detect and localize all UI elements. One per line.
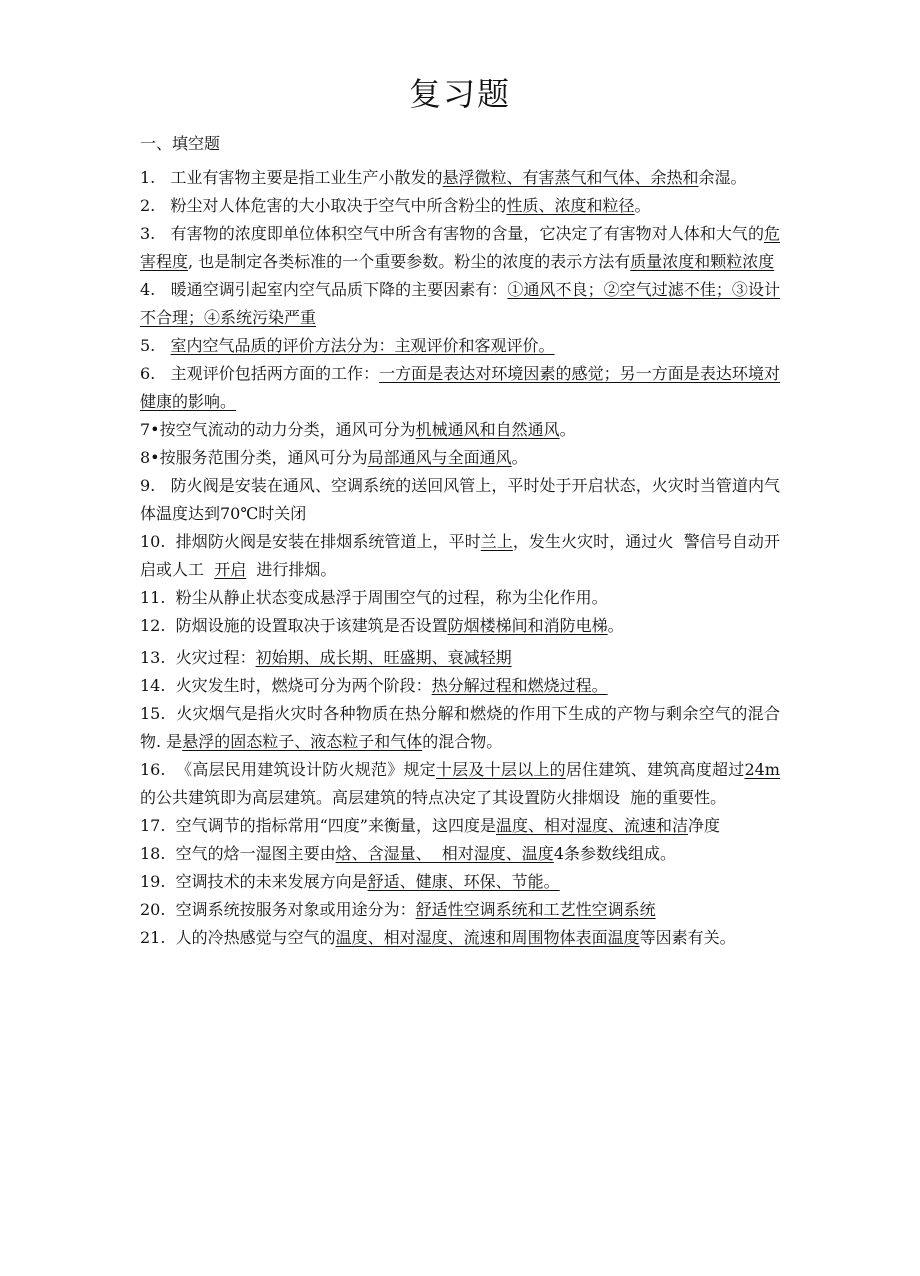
question-text: 12. 防烟设施的设置取决于该建筑是否设置 [140, 616, 448, 635]
question-text: 10. 排烟防火阀是安装在排烟系统管道上，平时 [140, 532, 481, 551]
answer-blank: 悬浮微粒、有害蒸气和气体、余热和 [442, 168, 699, 187]
question-text: 。 [559, 420, 576, 439]
answer-blank: 舒适性空调系统和工艺性空调系统 [415, 900, 656, 919]
answer-blank: 热分解过程和燃烧过程。 [431, 676, 608, 695]
section-heading: 一、填空题 [140, 134, 221, 153]
question-text: 5. [140, 336, 171, 355]
question-item [140, 924, 780, 952]
answer-blank: 防烟楼梯间和消防电梯 [447, 616, 608, 635]
question-text: 7•按空气流动的动力分类，通风可分为 [140, 420, 416, 439]
question-text: 11. 粉尘从静止状态变成悬浮于周围空气的过程，称为尘化作用。 [140, 588, 608, 607]
question-item [140, 220, 780, 276]
question-text: 20. 空调系统按服务对象或用途分为： [140, 900, 416, 919]
question-item [140, 444, 780, 472]
answer-blank: 24m [744, 760, 780, 779]
question-text: 等因素有关。 [639, 928, 736, 947]
question-item [140, 360, 780, 416]
document-page [140, 72, 780, 952]
answer-blank: 悬浮的固态粒子、液态粒子和气体 [182, 732, 423, 751]
question-item [140, 672, 780, 700]
question-text: 14. 火灾发生时，燃烧可分为两个阶段： [140, 676, 432, 695]
page-title: 复习题 [408, 75, 511, 113]
answer-blank: 室内空气品质的评价方法分为：主观评价和客观评价。 [170, 336, 555, 355]
question-item [140, 332, 780, 360]
answer-blank: 危害程度 [140, 224, 780, 271]
answer-blank: 开启 [214, 560, 247, 579]
question-item [140, 840, 780, 868]
question-item [140, 472, 780, 528]
question-item [140, 612, 780, 640]
question-text: 2. 粉尘对人体危害的大小取决于空气中所含粉尘的 [140, 196, 507, 215]
question-text: 余湿。 [698, 168, 747, 187]
question-item [140, 812, 780, 840]
question-item [140, 528, 780, 584]
question-text: 4条参数线组成。 [553, 844, 676, 863]
question-text: ，发生火灾时，通过火 警信号自动开启或人工 [140, 532, 780, 579]
question-text: 居住建筑、建筑高度超过 [565, 760, 745, 779]
answer-blank: 温度、相对湿度、流速和洁 [495, 816, 688, 835]
question-text: 1. 工业有害物主要是指工业生产小散发的 [140, 168, 443, 187]
question-item [140, 192, 780, 220]
answer-blank: 兰上 [480, 532, 513, 551]
question-text: 进行排烟。 [246, 560, 337, 579]
question-text: 15. 火灾烟气是指火灾时各种物质在热分解和燃烧的作用下生成的产物与剩余空气的混合物. 是 [140, 704, 780, 751]
question-text: 19. 空调技术的未来发展方向是 [140, 872, 368, 891]
question-item [140, 164, 780, 192]
question-item [140, 700, 780, 756]
answer-blank: ①通风不良；②空气过滤不佳；③设计不合理；④系统污染严重 [140, 280, 780, 327]
question-text: 13. 火灾过程： [140, 648, 256, 667]
question-text: 。 [511, 448, 528, 467]
answer-blank: 机械通风和自然通风 [415, 420, 560, 439]
answer-blank: 局部通风与全面通风 [367, 448, 512, 467]
answer-blank: 初始期、成长期、旺盛期、衰减轻期 [255, 648, 512, 667]
question-item [140, 584, 780, 612]
question-text: 净度 [688, 816, 721, 835]
answer-blank: 舒适、健康、环保、节能。 [367, 872, 560, 891]
question-text: 4. 暖通空调引起室内空气品质下降的主要因素有： [140, 280, 508, 299]
question-text: 21. 人的冷热感觉与空气的 [140, 928, 336, 947]
question-text: 。 [607, 616, 624, 635]
question-text: 6. 主观评价包括两方面的工作： [140, 364, 380, 383]
question-text: , 也是制定各类标准的一个重要参数。粉尘的浓度的表示方法有 [188, 252, 631, 271]
question-text: 18. 空气的焓一湿图主要由 [140, 844, 336, 863]
answer-blank: 质量浓度和颗粒浓度 [630, 252, 775, 271]
question-text: 8•按服务范围分类，通风可分为 [140, 448, 368, 467]
answer-blank: 十层及十层以上的 [435, 760, 566, 779]
answer-blank: 焓、含湿量、 相对湿度、温度 [335, 844, 554, 863]
question-item [140, 276, 780, 332]
question-text: 3. 有害物的浓度即单位体积空气中所含有害物的含量，它决定了有害物对人体和大气的 [140, 224, 764, 243]
question-item [140, 644, 780, 672]
question-item [140, 868, 780, 896]
question-text: 9. 防火阀是安装在通风、空调系统的送回风管上，平时处于开启状态，火灾时当管道内气体温度达到70℃时关闭 [140, 476, 780, 523]
question-text: 的混合物。 [422, 732, 503, 751]
question-text: 16. 《高层民用建筑设计防火规范》规定 [140, 760, 436, 779]
question-item [140, 896, 780, 924]
answer-blank: 性质、浓度和粒径 [506, 196, 635, 215]
answer-blank: 一方面是表达对环境因素的感觉；另一方面是表达环境对健康的影响。 [140, 364, 780, 411]
answer-blank: 温度、相对湿度、流速和周围物体表面温度 [335, 928, 640, 947]
question-text: 17. 空气调节的指标常用“四度”来衡量，这四度是 [140, 816, 496, 835]
question-item [140, 756, 780, 812]
question-text: 的公共建筑即为高层建筑。高层建筑的特点决定了其设置防火排烟设 施的重要性。 [140, 788, 727, 807]
question-item [140, 416, 780, 444]
question-text: 。 [634, 196, 651, 215]
question-list [140, 164, 780, 952]
